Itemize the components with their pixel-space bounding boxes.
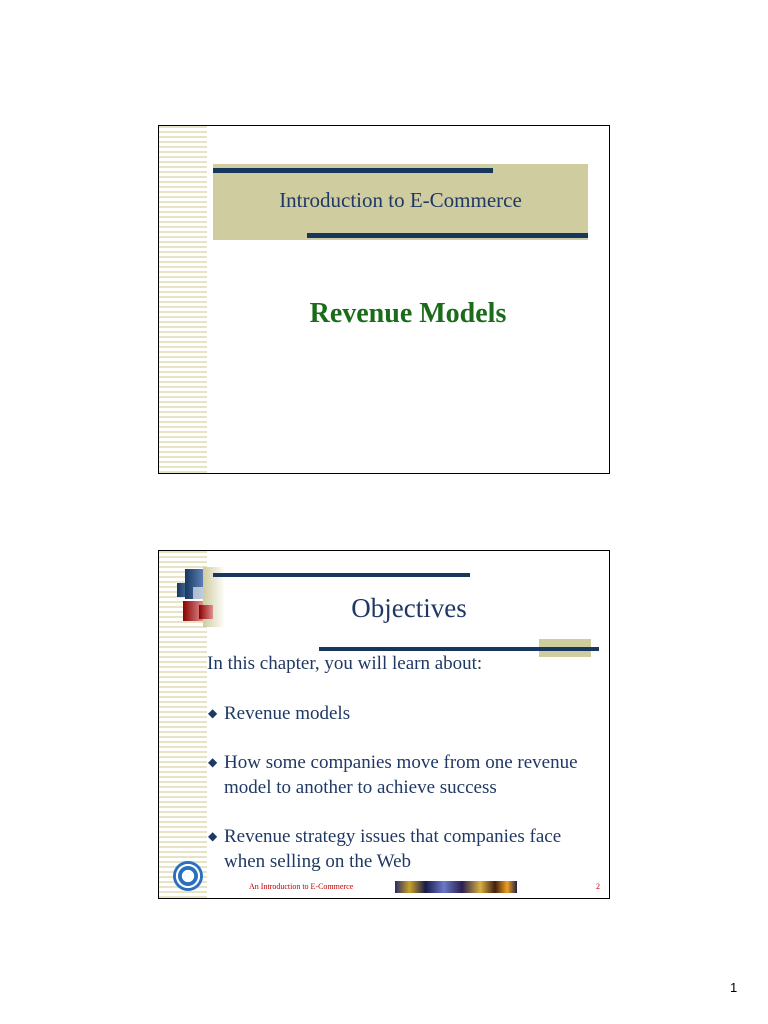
objectives-list xyxy=(207,701,602,898)
slide-2 xyxy=(158,550,610,899)
slide-2-title: Objectives xyxy=(351,593,467,623)
university-seal-icon xyxy=(173,861,203,891)
page-number: 1 xyxy=(730,980,738,995)
list-item-text: Revenue strategy issues that companies face when selling on the Web xyxy=(224,826,562,872)
list-item xyxy=(207,750,602,800)
diamond-bullet-icon: ◆ xyxy=(208,706,218,720)
intro-text: In this chapter, you will learn about: xyxy=(207,653,483,674)
list-item-text: Revenue models xyxy=(224,703,351,724)
striped-side-bar xyxy=(159,126,207,473)
slide-footer-text: An Introduction to E-Commerce xyxy=(249,882,354,891)
slide-1-title: Revenue Models xyxy=(309,298,507,329)
list-item-text: How some companies move from one revenue model to another to achieve success xyxy=(224,752,578,798)
diamond-bullet-icon: ◆ xyxy=(208,829,218,843)
diamond-bullet-icon: ◆ xyxy=(208,755,218,769)
slide-footer-number: 2 xyxy=(596,882,600,891)
slide-1 xyxy=(158,125,610,474)
band-line-bottom xyxy=(307,233,588,238)
list-item xyxy=(207,701,602,726)
footer-banner-image xyxy=(395,881,517,893)
band-line-top xyxy=(213,168,493,173)
header-line-top xyxy=(213,573,470,577)
list-item xyxy=(207,824,602,874)
slide-1-subtitle: Introduction to E-Commerce xyxy=(279,188,522,212)
